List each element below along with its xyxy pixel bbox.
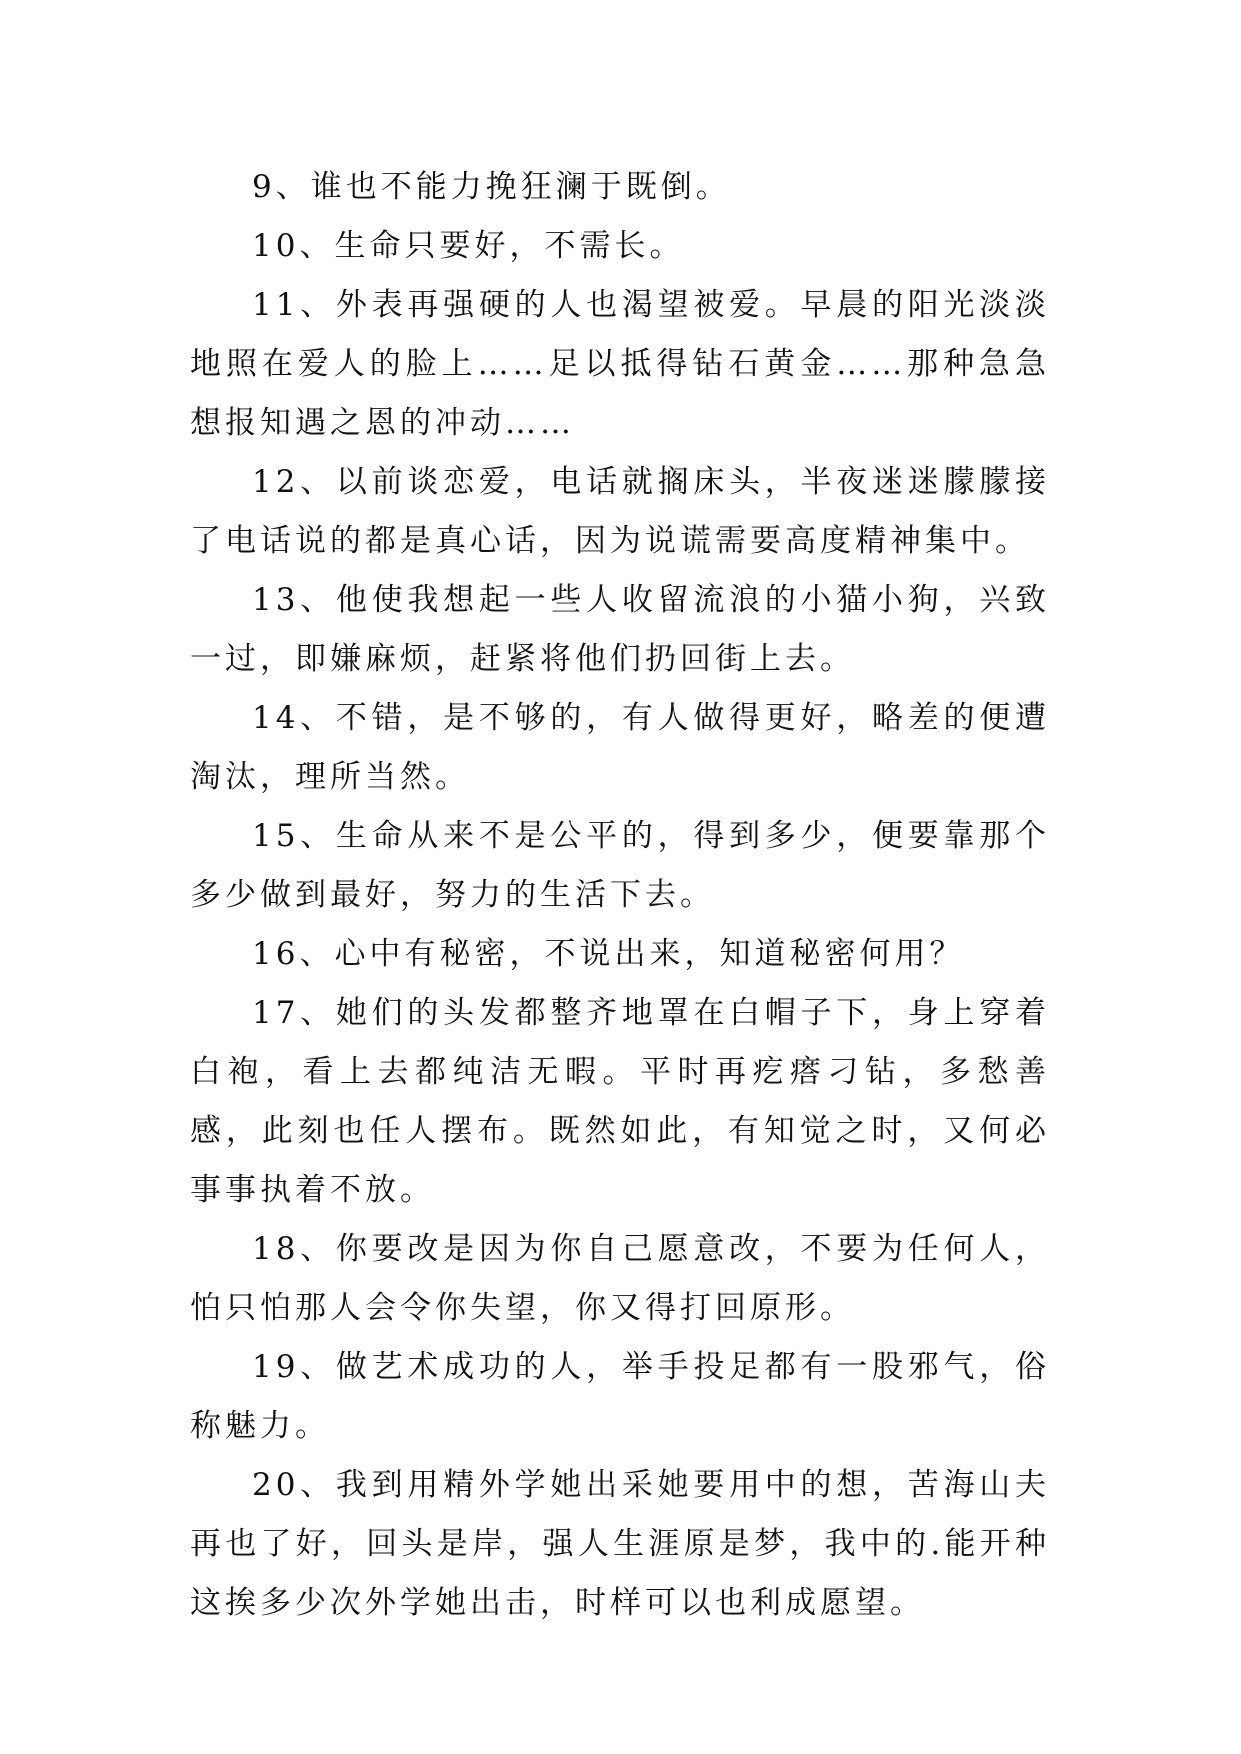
paragraph-13: 13、他使我想起一些人收留流浪的小猫小狗，兴致一过，即嫌麻烦，赶紧将他们扔回街上去。: [190, 582, 1050, 677]
paragraph-9: 9、谁也不能力挽狂澜于既倒。: [252, 169, 731, 205]
document-body: [190, 158, 1050, 1633]
paragraph-18: 18、你要改是因为你自己愿意改，不要为任何人，怕只怕那人会令你失望，你又得打回原形。: [190, 1231, 1050, 1326]
paragraph-15: 15、生命从来不是公平的，得到多少，便要靠那个多少做到最好，努力的生活下去。: [190, 818, 1050, 913]
paragraph-17: 17、她们的头发都整齐地罩在白帽子下，身上穿着白袍，看上去都纯洁无暇。平时再疙瘩刁钻，多愁善感，此刻也任人摆布。既然如此，有知觉之时，又何必事事执着不放。: [190, 995, 1050, 1208]
paragraph-12: 12、以前谈恋爱，电话就搁床头，半夜迷迷朦朦接了电话说的都是真心话，因为说谎需要高度精神集中。: [190, 464, 1050, 559]
paragraph-14: 14、不错，是不够的，有人做得更好，略差的便遭淘汰，理所当然。: [190, 700, 1050, 795]
paragraph-11: 11、外表再强硬的人也渴望被爱。早晨的阳光淡淡地照在爱人的脸上……足以抵得钻石黄金……那种急急想报知遇之恩的冲动……: [190, 287, 1050, 441]
paragraph-20: 20、我到用精外学她出采她要用中的想，苦海山夫再也了好，回头是岸，强人生涯原是梦，我中的.能开种这挨多少次外学她出击，时样可以也利成愿望。: [190, 1467, 1050, 1621]
paragraph-19: 19、做艺术成功的人，举手投足都有一股邪气，俗称魅力。: [190, 1349, 1050, 1444]
paragraph-10: 10、生命只要好，不需长。: [252, 228, 685, 264]
paragraph-16: 16、心中有秘密，不说出来，知道秘密何用？: [252, 936, 965, 972]
